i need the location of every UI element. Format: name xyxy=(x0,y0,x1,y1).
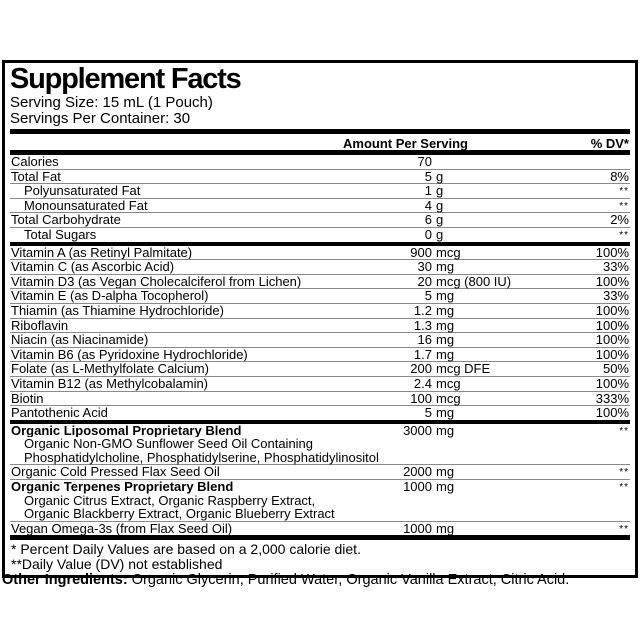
nutrient-row-line xyxy=(10,184,630,198)
amount-number: 1.2 xyxy=(413,302,432,318)
percent-dv-value: 100% xyxy=(595,317,629,333)
percent-dv-value: ** xyxy=(619,467,629,479)
amount-number: 200 xyxy=(410,361,432,377)
nutrient-row xyxy=(10,333,630,348)
amount-per-serving-value xyxy=(348,184,443,198)
nutrient-row-line xyxy=(10,199,630,213)
amount-per-serving-value xyxy=(348,377,461,391)
nutrient-row xyxy=(10,228,630,242)
amount-unit: mg xyxy=(436,346,455,362)
amount-number: 6 xyxy=(424,212,432,228)
nutrient-name: Total Fat xyxy=(11,169,61,184)
amount-per-serving-value xyxy=(348,275,511,289)
nutrient-row-line xyxy=(10,333,630,347)
amount-per-serving-value xyxy=(348,155,432,169)
amount-per-serving-value xyxy=(348,319,454,333)
nutrient-name: Riboflavin xyxy=(11,318,69,333)
nutrient-table xyxy=(10,155,630,540)
other-ingredients-text: Organic Glycerin, Purified Water, Organic Vanilla Extract, Citric Acid. xyxy=(127,572,570,588)
nutrient-row xyxy=(10,246,630,261)
amount-number: 30 xyxy=(417,259,432,275)
amount-per-serving-value xyxy=(348,522,454,536)
nutrient-row xyxy=(10,392,630,407)
percent-dv-value: 100% xyxy=(595,375,629,391)
nutrient-row-line xyxy=(10,260,630,274)
nutrient-name: Polyunsaturated Fat xyxy=(24,184,141,198)
percent-dv-value: 33% xyxy=(602,259,629,275)
nutrient-row xyxy=(10,406,630,420)
nutrient-row xyxy=(10,424,630,466)
amount-number: 5 xyxy=(424,405,432,421)
percent-dv-value: 100% xyxy=(595,244,629,260)
amount-number: 3000 xyxy=(403,422,432,438)
nutrient-name: Niacin (as Niacinamide) xyxy=(11,333,149,347)
nutrient-row xyxy=(10,289,630,304)
percent-dv-value: ** xyxy=(619,425,629,437)
nutrient-name: Vitamin A (as Retinyl Palmitate) xyxy=(11,245,193,260)
nutrient-name: Vegan Omega-3s (from Flax Seed Oil) xyxy=(11,521,233,536)
amount-unit: mcg xyxy=(436,390,461,406)
amount-per-serving-value xyxy=(348,480,454,494)
amount-unit: mcg xyxy=(436,375,461,391)
amount-unit: g xyxy=(436,168,444,184)
percent-dv-value: 8% xyxy=(610,168,629,184)
amount-unit: mg xyxy=(436,259,455,275)
nutrient-row-line xyxy=(10,228,630,242)
nutrient-name: Total Carbohydrate xyxy=(11,213,121,227)
amount-number: 900 xyxy=(410,244,432,260)
nutrient-row-line xyxy=(10,480,630,494)
nutrient-name: Vitamin D3 (as Vegan Cholecalciferol from Lichen) xyxy=(11,274,302,289)
amount-unit: mg xyxy=(436,405,455,421)
percent-dv-value: ** xyxy=(619,229,629,241)
table-group xyxy=(10,246,630,424)
nutrient-row xyxy=(10,377,630,392)
footnotes-block xyxy=(10,540,630,573)
panel-title: Supplement Facts xyxy=(10,63,241,95)
nutrient-row-line xyxy=(10,155,630,169)
percent-dv-value: 50% xyxy=(602,361,629,377)
nutrient-name: Calories xyxy=(11,155,59,169)
nutrient-name: Vitamin B12 (as Methylcobalamin) xyxy=(11,376,209,391)
amount-number: 1.7 xyxy=(413,346,432,362)
percent-dv-value: 100% xyxy=(595,302,629,318)
nutrient-name: Organic Liposomal Proprietary Blend xyxy=(11,423,242,438)
percent-dv-value: 100% xyxy=(595,346,629,362)
nutrient-row-line xyxy=(10,304,630,318)
nutrient-row-line xyxy=(10,275,630,289)
nutrient-row-line xyxy=(10,319,630,333)
amount-number: 2.4 xyxy=(413,375,432,391)
nutrient-row xyxy=(10,480,630,522)
nutrient-name: Vitamin E (as D-alpha Tocopherol) xyxy=(11,289,209,303)
other-ingredients xyxy=(2,572,632,588)
amount-number: 100 xyxy=(410,390,432,406)
nutrient-name: Organic Cold Pressed Flax Seed Oil xyxy=(11,465,220,480)
nutrient-row-line xyxy=(10,213,630,227)
nutrient-row-line xyxy=(10,170,630,184)
percent-dv-value: 33% xyxy=(602,288,629,304)
nutrient-row xyxy=(10,319,630,334)
nutrient-row xyxy=(10,275,630,290)
amount-unit: mg xyxy=(436,332,455,348)
amount-unit: mg xyxy=(436,479,455,495)
amount-unit: g xyxy=(436,197,444,213)
amount-unit: mg xyxy=(436,302,455,318)
footnote-dv-not-established: **Daily Value (DV) not established xyxy=(11,556,223,573)
percent-dv-value: 333% xyxy=(595,390,629,406)
amount-unit: mg xyxy=(436,288,455,304)
amount-number: 1.3 xyxy=(413,317,432,333)
table-group xyxy=(10,155,630,246)
amount-unit: mcg DFE xyxy=(436,361,491,377)
servings-per-container: Servings Per Container: 30 xyxy=(10,110,191,127)
blend-ingredients-line: Phosphatidylcholine, Phosphatidylserine, Phosphatidylinositol xyxy=(24,449,379,465)
nutrient-row xyxy=(10,304,630,319)
nutrient-row-line xyxy=(10,465,630,479)
nutrient-row xyxy=(10,213,630,228)
nutrient-row xyxy=(10,184,630,199)
nutrient-row-line xyxy=(10,522,630,536)
amount-per-serving-value xyxy=(348,304,454,318)
blend-ingredients-line: Organic Non-GMO Sunflower Seed Oil Containing xyxy=(24,436,314,452)
amount-unit: mcg (800 IU) xyxy=(436,273,512,289)
amount-per-serving-value xyxy=(348,289,454,303)
nutrient-name: Folate (as L-Methylfolate Calcium) xyxy=(11,362,209,376)
nutrient-row xyxy=(10,260,630,275)
nutrient-name: Vitamin B6 (as Pyridoxine Hydrochloride) xyxy=(11,347,248,362)
amount-unit: g xyxy=(436,183,444,199)
nutrient-name: Pantothenic Acid xyxy=(11,406,108,420)
amount-number: 0 xyxy=(424,226,432,242)
amount-number: 70 xyxy=(417,154,432,169)
nutrient-name: Biotin xyxy=(11,391,44,406)
amount-number: 20 xyxy=(417,273,432,289)
nutrient-row-line xyxy=(10,392,630,406)
footnote-daily-values: * Percent Daily Values are based on a 2,000 calorie diet. xyxy=(11,541,361,558)
table-header-row xyxy=(10,134,630,150)
nutrient-row xyxy=(10,199,630,214)
nutrient-row-line xyxy=(10,406,630,420)
percent-dv-header: % DV* xyxy=(590,136,629,151)
amount-number: 16 xyxy=(417,332,432,348)
amount-per-serving-value xyxy=(348,362,490,376)
nutrient-name: Vitamin C (as Ascorbic Acid) xyxy=(11,260,175,274)
nutrient-row xyxy=(10,170,630,185)
percent-dv-value: 100% xyxy=(595,273,629,289)
amount-per-serving-value xyxy=(348,199,443,213)
amount-number: 1000 xyxy=(403,520,432,536)
amount-per-serving-value xyxy=(348,348,454,362)
nutrient-row xyxy=(10,362,630,377)
amount-number: 4 xyxy=(424,197,432,213)
amount-number: 2000 xyxy=(403,464,432,480)
nutrient-row xyxy=(10,155,630,170)
nutrient-row-line xyxy=(10,362,630,376)
amount-per-serving-header: Amount Per Serving xyxy=(343,136,468,151)
nutrient-row-line xyxy=(10,424,630,438)
percent-dv-value: 2% xyxy=(610,212,629,228)
amount-per-serving-value xyxy=(348,260,454,274)
percent-dv-value: ** xyxy=(619,186,629,198)
amount-per-serving-value xyxy=(348,246,461,260)
amount-number: 5 xyxy=(424,168,432,184)
blend-ingredients-line: Organic Blackberry Extract, Organic Blueberry Extract xyxy=(24,506,335,522)
nutrient-name: Thiamin (as Thiamine Hydrochloride) xyxy=(11,303,224,318)
amount-number: 1000 xyxy=(403,479,432,495)
percent-dv-value: 100% xyxy=(595,332,629,348)
nutrient-row xyxy=(10,522,630,536)
nutrient-name: Total Sugars xyxy=(24,227,97,242)
other-ingredients-label: Other Ingredients: xyxy=(2,572,128,588)
amount-number: 1 xyxy=(424,183,432,199)
nutrient-row-line xyxy=(10,348,630,362)
amount-unit: mg xyxy=(436,464,455,480)
amount-per-serving-value xyxy=(348,406,454,420)
nutrient-row-line xyxy=(10,246,630,260)
nutrient-name: Monounsaturated Fat xyxy=(24,198,148,213)
amount-unit: g xyxy=(436,212,444,228)
amount-unit: mcg xyxy=(436,244,461,260)
serving-size: Serving Size: 15 mL (1 Pouch) xyxy=(10,94,213,111)
amount-unit: mg xyxy=(436,422,455,438)
amount-per-serving-value xyxy=(348,170,443,184)
percent-dv-value: ** xyxy=(619,523,629,535)
amount-unit: g xyxy=(436,226,444,242)
percent-dv-value: ** xyxy=(619,482,629,494)
amount-per-serving-value xyxy=(348,228,443,242)
nutrient-row xyxy=(10,465,630,480)
amount-number: 5 xyxy=(424,288,432,304)
table-group xyxy=(10,424,630,541)
amount-per-serving-value xyxy=(348,333,454,347)
nutrient-row-line xyxy=(10,289,630,303)
nutrient-name: Organic Terpenes Proprietary Blend xyxy=(11,480,234,494)
amount-unit: mg xyxy=(436,520,455,536)
percent-dv-value: 100% xyxy=(595,405,629,421)
nutrient-row-line xyxy=(10,377,630,391)
amount-per-serving-value xyxy=(348,424,454,438)
amount-per-serving-value xyxy=(348,213,443,227)
supplement-facts-panel xyxy=(2,60,638,578)
blend-ingredients-line: Organic Citrus Extract, Organic Raspberry Extract, xyxy=(24,492,316,508)
amount-per-serving-value xyxy=(348,392,461,406)
percent-dv-value: ** xyxy=(619,200,629,212)
amount-per-serving-value xyxy=(348,465,454,479)
amount-unit: mg xyxy=(436,317,455,333)
nutrient-row xyxy=(10,348,630,363)
